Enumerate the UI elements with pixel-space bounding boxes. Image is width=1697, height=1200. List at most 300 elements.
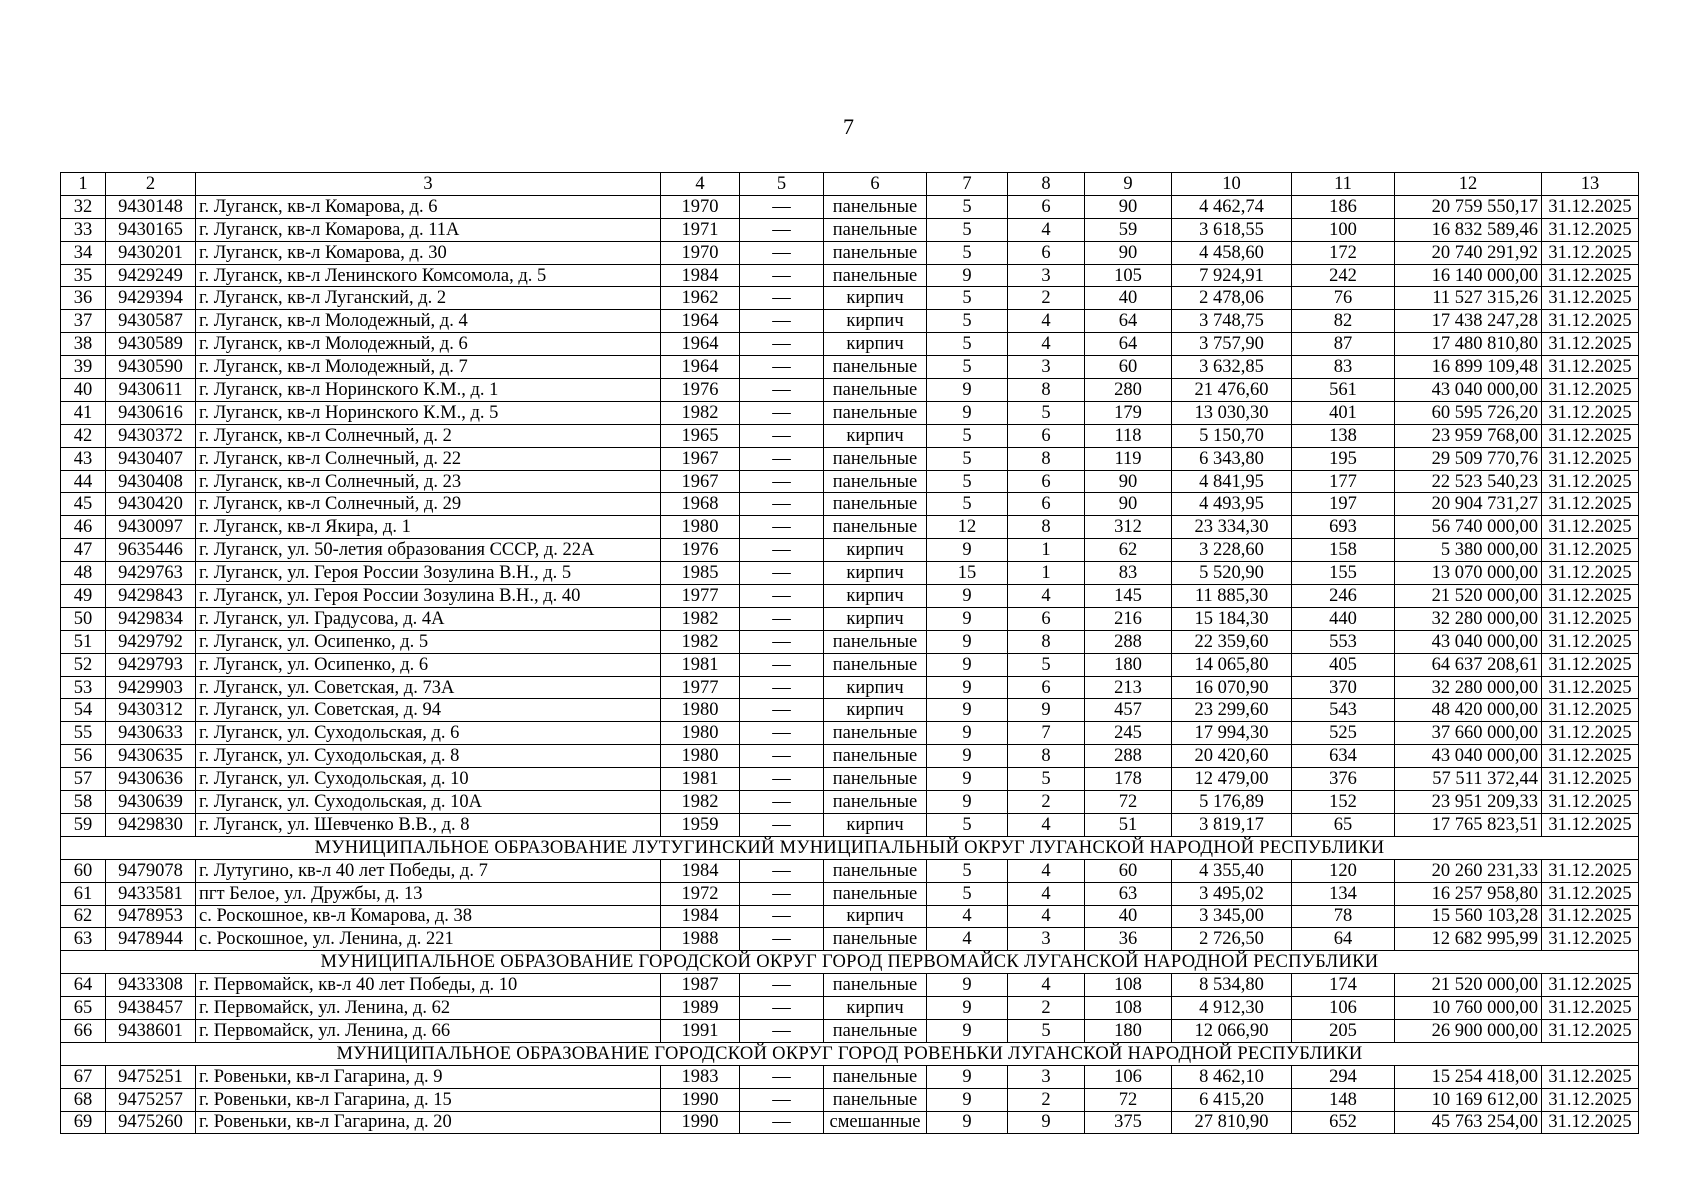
residents-cell: 242 [1292, 264, 1395, 287]
deadline-cell: 31.12.2025 [1542, 722, 1639, 745]
area-cell: 3 495,02 [1172, 882, 1292, 905]
area-cell: 11 885,30 [1172, 585, 1292, 608]
cost-cell: 29 509 770,76 [1395, 447, 1542, 470]
residents-cell: 152 [1292, 791, 1395, 814]
year-built-cell: 1965 [661, 424, 740, 447]
year-built-cell: 1971 [661, 218, 740, 241]
cadastral-id-cell: 9430372 [106, 424, 196, 447]
wall-material-cell: панельные [824, 379, 927, 402]
cost-cell: 57 511 372,44 [1395, 768, 1542, 791]
table-row [61, 264, 1639, 287]
wall-material-cell: кирпич [824, 287, 927, 310]
address-cell: г. Первомайск, ул. Ленина, д. 66 [196, 1019, 661, 1042]
cost-cell: 17 765 823,51 [1395, 813, 1542, 836]
section-header-row [61, 1042, 1639, 1065]
address-cell: г. Луганск, ул. Осипенко, д. 6 [196, 653, 661, 676]
wall-material-cell: кирпич [824, 562, 927, 585]
apartments-cell: 90 [1085, 241, 1172, 264]
column-number-header: 1 [61, 173, 106, 196]
apartments-cell: 457 [1085, 699, 1172, 722]
year-built-cell: 1984 [661, 264, 740, 287]
deadline-cell: 31.12.2025 [1542, 195, 1639, 218]
row-number-cell: 34 [61, 241, 106, 264]
residents-cell: 172 [1292, 241, 1395, 264]
entrances-cell: 8 [1008, 447, 1085, 470]
dash-cell: — [740, 607, 824, 630]
apartments-cell: 179 [1085, 401, 1172, 424]
entrances-cell: 5 [1008, 1019, 1085, 1042]
deadline-cell: 31.12.2025 [1542, 1065, 1639, 1088]
area-cell: 16 070,90 [1172, 676, 1292, 699]
wall-material-cell: панельные [824, 264, 927, 287]
floors-cell: 5 [927, 813, 1008, 836]
deadline-cell: 31.12.2025 [1542, 218, 1639, 241]
apartments-cell: 64 [1085, 310, 1172, 333]
dash-cell: — [740, 264, 824, 287]
floors-cell: 5 [927, 310, 1008, 333]
deadline-cell: 31.12.2025 [1542, 813, 1639, 836]
deadline-cell: 31.12.2025 [1542, 974, 1639, 997]
area-cell: 27 810,90 [1172, 1111, 1292, 1134]
row-number-cell: 50 [61, 607, 106, 630]
cadastral-id-cell: 9475260 [106, 1111, 196, 1134]
entrances-cell: 4 [1008, 882, 1085, 905]
wall-material-cell: панельные [824, 859, 927, 882]
address-cell: г. Луганск, кв-л Молодежный, д. 6 [196, 333, 661, 356]
area-cell: 14 065,80 [1172, 653, 1292, 676]
wall-material-cell: панельные [824, 493, 927, 516]
area-cell: 12 479,00 [1172, 768, 1292, 791]
area-cell: 4 841,95 [1172, 470, 1292, 493]
year-built-cell: 1991 [661, 1019, 740, 1042]
area-cell: 22 359,60 [1172, 630, 1292, 653]
residents-cell: 155 [1292, 562, 1395, 585]
wall-material-cell: панельные [824, 768, 927, 791]
row-number-cell: 36 [61, 287, 106, 310]
cost-cell: 64 637 208,61 [1395, 653, 1542, 676]
table-row [61, 905, 1639, 928]
table-row [61, 745, 1639, 768]
residents-cell: 138 [1292, 424, 1395, 447]
table-row [61, 882, 1639, 905]
cadastral-id-cell: 9430616 [106, 401, 196, 424]
dash-cell: — [740, 356, 824, 379]
column-number-header: 13 [1542, 173, 1639, 196]
dash-cell: — [740, 447, 824, 470]
row-number-cell: 67 [61, 1065, 106, 1088]
dash-cell: — [740, 882, 824, 905]
apartments-cell: 312 [1085, 516, 1172, 539]
residents-cell: 543 [1292, 699, 1395, 722]
deadline-cell: 31.12.2025 [1542, 928, 1639, 951]
dash-cell: — [740, 813, 824, 836]
address-cell: г. Луганск, ул. Градусова, д. 4А [196, 607, 661, 630]
wall-material-cell: панельные [824, 882, 927, 905]
dash-cell: — [740, 791, 824, 814]
cost-cell: 17 480 810,80 [1395, 333, 1542, 356]
address-cell: г. Луганск, ул. Осипенко, д. 5 [196, 630, 661, 653]
cadastral-id-cell: 9430611 [106, 379, 196, 402]
year-built-cell: 1964 [661, 333, 740, 356]
table-row [61, 859, 1639, 882]
entrances-cell: 8 [1008, 516, 1085, 539]
row-number-cell: 38 [61, 333, 106, 356]
entrances-cell: 7 [1008, 722, 1085, 745]
year-built-cell: 1984 [661, 905, 740, 928]
cost-cell: 23 951 209,33 [1395, 791, 1542, 814]
residents-cell: 553 [1292, 630, 1395, 653]
deadline-cell: 31.12.2025 [1542, 516, 1639, 539]
floors-cell: 5 [927, 356, 1008, 379]
deadline-cell: 31.12.2025 [1542, 882, 1639, 905]
row-number-cell: 65 [61, 997, 106, 1020]
entrances-cell: 2 [1008, 287, 1085, 310]
table-row [61, 287, 1639, 310]
floors-cell: 9 [927, 997, 1008, 1020]
year-built-cell: 1976 [661, 379, 740, 402]
address-cell: г. Луганск, кв-л Солнечный, д. 23 [196, 470, 661, 493]
area-cell: 6 343,80 [1172, 447, 1292, 470]
cost-cell: 17 438 247,28 [1395, 310, 1542, 333]
year-built-cell: 1982 [661, 791, 740, 814]
area-cell: 4 912,30 [1172, 997, 1292, 1020]
floors-cell: 5 [927, 195, 1008, 218]
address-cell: г. Ровеньки, кв-л Гагарина, д. 15 [196, 1088, 661, 1111]
cadastral-id-cell: 9475251 [106, 1065, 196, 1088]
cost-cell: 26 900 000,00 [1395, 1019, 1542, 1042]
cost-cell: 45 763 254,00 [1395, 1111, 1542, 1134]
apartments-cell: 178 [1085, 768, 1172, 791]
apartments-cell: 51 [1085, 813, 1172, 836]
area-cell: 23 334,30 [1172, 516, 1292, 539]
area-cell: 4 355,40 [1172, 859, 1292, 882]
address-cell: г. Луганск, ул. Шевченко В.В., д. 8 [196, 813, 661, 836]
cadastral-id-cell: 9429394 [106, 287, 196, 310]
row-number-cell: 57 [61, 768, 106, 791]
cost-cell: 20 759 550,17 [1395, 195, 1542, 218]
area-cell: 2 726,50 [1172, 928, 1292, 951]
year-built-cell: 1959 [661, 813, 740, 836]
floors-cell: 9 [927, 585, 1008, 608]
cost-cell: 32 280 000,00 [1395, 676, 1542, 699]
table-row [61, 791, 1639, 814]
table-row [61, 333, 1639, 356]
apartments-cell: 180 [1085, 1019, 1172, 1042]
cadastral-id-cell: 9430633 [106, 722, 196, 745]
wall-material-cell: панельные [824, 1019, 927, 1042]
table-row [61, 653, 1639, 676]
apartments-cell: 63 [1085, 882, 1172, 905]
dash-cell: — [740, 401, 824, 424]
dash-cell: — [740, 997, 824, 1020]
apartments-cell: 108 [1085, 997, 1172, 1020]
area-cell: 3 632,85 [1172, 356, 1292, 379]
deadline-cell: 31.12.2025 [1542, 1019, 1639, 1042]
residents-cell: 120 [1292, 859, 1395, 882]
floors-cell: 9 [927, 630, 1008, 653]
year-built-cell: 1985 [661, 562, 740, 585]
apartments-cell: 40 [1085, 905, 1172, 928]
dash-cell: — [740, 585, 824, 608]
residents-cell: 158 [1292, 539, 1395, 562]
wall-material-cell: кирпич [824, 699, 927, 722]
cadastral-id-cell: 9430639 [106, 791, 196, 814]
address-cell: пгт Белое, ул. Дружбы, д. 13 [196, 882, 661, 905]
entrances-cell: 5 [1008, 768, 1085, 791]
year-built-cell: 1962 [661, 287, 740, 310]
table-row [61, 928, 1639, 951]
apartments-cell: 213 [1085, 676, 1172, 699]
cost-cell: 21 520 000,00 [1395, 585, 1542, 608]
cost-cell: 43 040 000,00 [1395, 630, 1542, 653]
address-cell: г. Луганск, кв-л Солнечный, д. 2 [196, 424, 661, 447]
wall-material-cell: панельные [824, 745, 927, 768]
apartments-cell: 118 [1085, 424, 1172, 447]
address-cell: г. Первомайск, кв-л 40 лет Победы, д. 10 [196, 974, 661, 997]
row-number-cell: 68 [61, 1088, 106, 1111]
entrances-cell: 5 [1008, 401, 1085, 424]
wall-material-cell: панельные [824, 470, 927, 493]
residents-cell: 405 [1292, 653, 1395, 676]
entrances-cell: 6 [1008, 676, 1085, 699]
entrances-cell: 5 [1008, 653, 1085, 676]
dash-cell: — [740, 516, 824, 539]
row-number-cell: 45 [61, 493, 106, 516]
dash-cell: — [740, 562, 824, 585]
floors-cell: 9 [927, 1065, 1008, 1088]
entrances-cell: 1 [1008, 562, 1085, 585]
dash-cell: — [740, 676, 824, 699]
table-row [61, 562, 1639, 585]
deadline-cell: 31.12.2025 [1542, 1088, 1639, 1111]
table-row [61, 997, 1639, 1020]
residents-cell: 634 [1292, 745, 1395, 768]
table-row [61, 539, 1639, 562]
cost-cell: 60 595 726,20 [1395, 401, 1542, 424]
table-row [61, 768, 1639, 791]
cadastral-id-cell: 9430165 [106, 218, 196, 241]
cost-cell: 20 904 731,27 [1395, 493, 1542, 516]
table-row [61, 241, 1639, 264]
cost-cell: 16 257 958,80 [1395, 882, 1542, 905]
entrances-cell: 3 [1008, 356, 1085, 379]
dash-cell: — [740, 333, 824, 356]
address-cell: г. Лутугино, кв-л 40 лет Победы, д. 7 [196, 859, 661, 882]
row-number-cell: 49 [61, 585, 106, 608]
year-built-cell: 1983 [661, 1065, 740, 1088]
deadline-cell: 31.12.2025 [1542, 356, 1639, 379]
cadastral-id-cell: 9430408 [106, 470, 196, 493]
wall-material-cell: кирпич [824, 813, 927, 836]
area-cell: 7 924,91 [1172, 264, 1292, 287]
apartments-cell: 375 [1085, 1111, 1172, 1134]
floors-cell: 9 [927, 768, 1008, 791]
address-cell: г. Луганск, кв-л Якира, д. 1 [196, 516, 661, 539]
cadastral-id-cell: 9429830 [106, 813, 196, 836]
cost-cell: 48 420 000,00 [1395, 699, 1542, 722]
floors-cell: 5 [927, 447, 1008, 470]
row-number-cell: 46 [61, 516, 106, 539]
area-cell: 4 462,74 [1172, 195, 1292, 218]
dash-cell: — [740, 745, 824, 768]
section-header-row [61, 836, 1639, 859]
wall-material-cell: кирпич [824, 424, 927, 447]
entrances-cell: 9 [1008, 699, 1085, 722]
address-cell: г. Ровеньки, кв-л Гагарина, д. 20 [196, 1111, 661, 1134]
address-cell: г. Луганск, кв-л Норинского К.М., д. 1 [196, 379, 661, 402]
cadastral-id-cell: 9430587 [106, 310, 196, 333]
cost-cell: 43 040 000,00 [1395, 745, 1542, 768]
apartments-cell: 90 [1085, 493, 1172, 516]
column-number-header: 7 [927, 173, 1008, 196]
year-built-cell: 1990 [661, 1111, 740, 1134]
residents-cell: 186 [1292, 195, 1395, 218]
area-cell: 6 415,20 [1172, 1088, 1292, 1111]
table-row [61, 585, 1639, 608]
area-cell: 3 819,17 [1172, 813, 1292, 836]
floors-cell: 9 [927, 722, 1008, 745]
deadline-cell: 31.12.2025 [1542, 562, 1639, 585]
year-built-cell: 1984 [661, 859, 740, 882]
deadline-cell: 31.12.2025 [1542, 539, 1639, 562]
floors-cell: 9 [927, 791, 1008, 814]
floors-cell: 5 [927, 241, 1008, 264]
entrances-cell: 1 [1008, 539, 1085, 562]
cadastral-id-cell: 9635446 [106, 539, 196, 562]
cost-cell: 16 832 589,46 [1395, 218, 1542, 241]
wall-material-cell: кирпич [824, 676, 927, 699]
floors-cell: 5 [927, 882, 1008, 905]
address-cell: г. Луганск, кв-л Солнечный, д. 29 [196, 493, 661, 516]
floors-cell: 5 [927, 859, 1008, 882]
area-cell: 8 462,10 [1172, 1065, 1292, 1088]
table-row [61, 379, 1639, 402]
floors-cell: 15 [927, 562, 1008, 585]
housing-registry-table [60, 172, 1639, 1134]
cost-cell: 5 380 000,00 [1395, 539, 1542, 562]
cost-cell: 12 682 995,99 [1395, 928, 1542, 951]
dash-cell: — [740, 653, 824, 676]
row-number-cell: 33 [61, 218, 106, 241]
entrances-cell: 2 [1008, 997, 1085, 1020]
floors-cell: 9 [927, 745, 1008, 768]
entrances-cell: 4 [1008, 813, 1085, 836]
apartments-cell: 83 [1085, 562, 1172, 585]
dash-cell: — [740, 287, 824, 310]
cost-cell: 32 280 000,00 [1395, 607, 1542, 630]
column-number-header: 4 [661, 173, 740, 196]
wall-material-cell: панельные [824, 401, 927, 424]
address-cell: г. Луганск, ул. Суходольская, д. 8 [196, 745, 661, 768]
year-built-cell: 1982 [661, 401, 740, 424]
wall-material-cell: панельные [824, 974, 927, 997]
year-built-cell: 1980 [661, 722, 740, 745]
year-built-cell: 1964 [661, 356, 740, 379]
dash-cell: — [740, 905, 824, 928]
column-number-header: 6 [824, 173, 927, 196]
cost-cell: 13 070 000,00 [1395, 562, 1542, 585]
cadastral-id-cell: 9430635 [106, 745, 196, 768]
residents-cell: 376 [1292, 768, 1395, 791]
table-row [61, 974, 1639, 997]
entrances-cell: 4 [1008, 585, 1085, 608]
row-number-cell: 69 [61, 1111, 106, 1134]
dash-cell: — [740, 1019, 824, 1042]
entrances-cell: 8 [1008, 745, 1085, 768]
address-cell: г. Луганск, кв-л Норинского К.М., д. 5 [196, 401, 661, 424]
wall-material-cell: панельные [824, 791, 927, 814]
entrances-cell: 3 [1008, 264, 1085, 287]
table-row [61, 218, 1639, 241]
apartments-cell: 145 [1085, 585, 1172, 608]
deadline-cell: 31.12.2025 [1542, 470, 1639, 493]
apartments-cell: 245 [1085, 722, 1172, 745]
cadastral-id-cell: 9429763 [106, 562, 196, 585]
entrances-cell: 3 [1008, 1065, 1085, 1088]
table-body [61, 173, 1639, 1134]
apartments-cell: 288 [1085, 630, 1172, 653]
residents-cell: 440 [1292, 607, 1395, 630]
apartments-cell: 59 [1085, 218, 1172, 241]
floors-cell: 9 [927, 607, 1008, 630]
residents-cell: 693 [1292, 516, 1395, 539]
entrances-cell: 6 [1008, 493, 1085, 516]
table-row [61, 1088, 1639, 1111]
deadline-cell: 31.12.2025 [1542, 287, 1639, 310]
cadastral-id-cell: 9430201 [106, 241, 196, 264]
residents-cell: 148 [1292, 1088, 1395, 1111]
dash-cell: — [740, 1111, 824, 1134]
cost-cell: 37 660 000,00 [1395, 722, 1542, 745]
cadastral-id-cell: 9433581 [106, 882, 196, 905]
deadline-cell: 31.12.2025 [1542, 905, 1639, 928]
table-row [61, 630, 1639, 653]
cost-cell: 15 254 418,00 [1395, 1065, 1542, 1088]
wall-material-cell: кирпич [824, 333, 927, 356]
dash-cell: — [740, 310, 824, 333]
dash-cell: — [740, 1088, 824, 1111]
area-cell: 12 066,90 [1172, 1019, 1292, 1042]
residents-cell: 561 [1292, 379, 1395, 402]
residents-cell: 82 [1292, 310, 1395, 333]
entrances-cell: 8 [1008, 630, 1085, 653]
apartments-cell: 60 [1085, 356, 1172, 379]
table-row [61, 310, 1639, 333]
wall-material-cell: панельные [824, 722, 927, 745]
address-cell: г. Луганск, ул. Героя России Зозулина В.Н., д. 40 [196, 585, 661, 608]
column-number-header-row [61, 173, 1639, 196]
year-built-cell: 1980 [661, 699, 740, 722]
year-built-cell: 1981 [661, 768, 740, 791]
residents-cell: 370 [1292, 676, 1395, 699]
wall-material-cell: кирпич [824, 905, 927, 928]
dash-cell: — [740, 928, 824, 951]
cost-cell: 23 959 768,00 [1395, 424, 1542, 447]
cadastral-id-cell: 9430148 [106, 195, 196, 218]
row-number-cell: 47 [61, 539, 106, 562]
cost-cell: 11 527 315,26 [1395, 287, 1542, 310]
floors-cell: 5 [927, 287, 1008, 310]
dash-cell: — [740, 768, 824, 791]
table-row [61, 516, 1639, 539]
dash-cell: — [740, 1065, 824, 1088]
cadastral-id-cell: 9433308 [106, 974, 196, 997]
address-cell: с. Роскошное, кв-л Комарова, д. 38 [196, 905, 661, 928]
residents-cell: 195 [1292, 447, 1395, 470]
floors-cell: 9 [927, 379, 1008, 402]
address-cell: г. Луганск, ул. Суходольская, д. 10 [196, 768, 661, 791]
wall-material-cell: панельные [824, 241, 927, 264]
